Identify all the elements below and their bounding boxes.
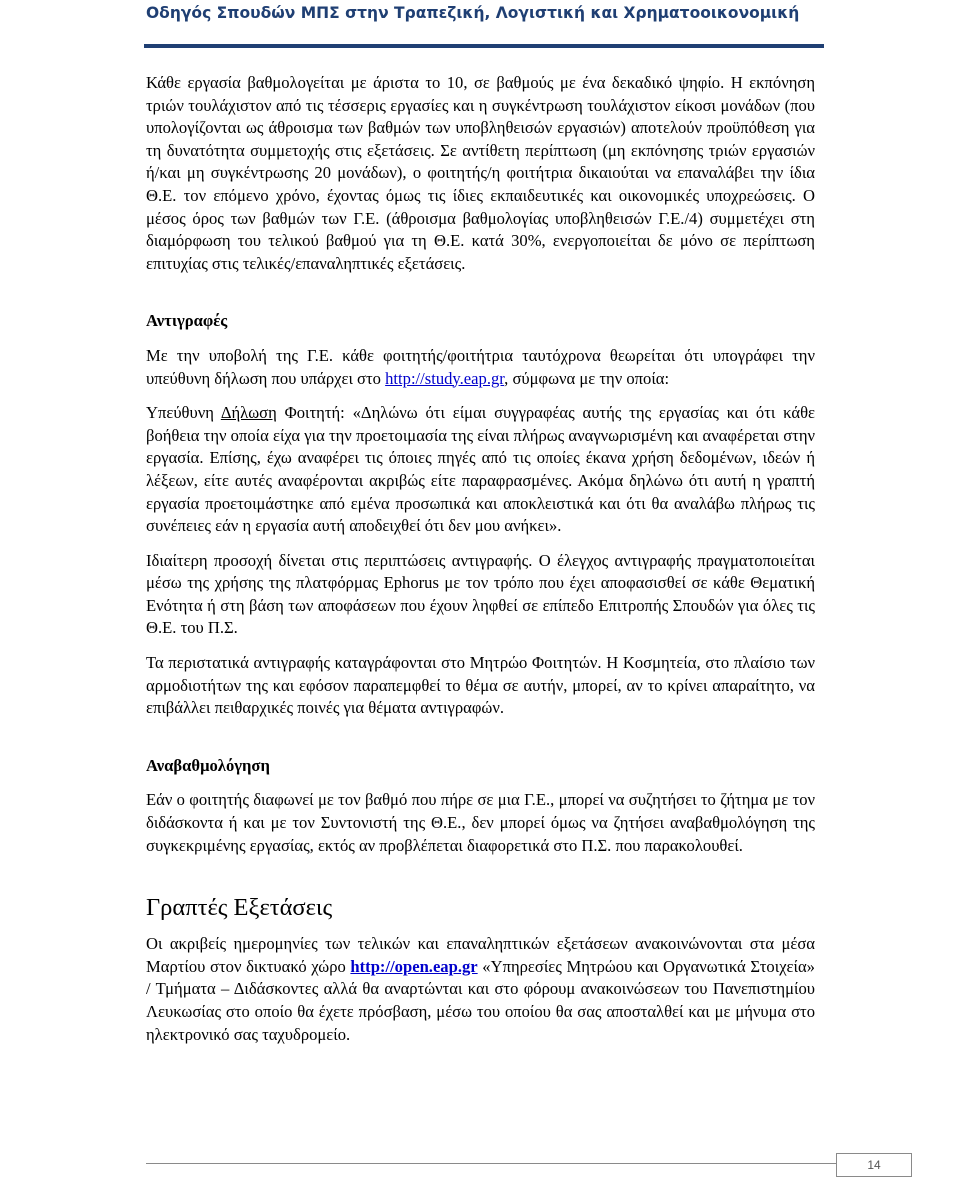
exams-p1-text-before: Οι ακριβείς ημερομηνίες των τελικών και επαναληπτικών εξετάσεων ανακοινώνονται στα μέσα Μαρτίου στον δικτυακό χώρο — [146, 934, 815, 976]
copying-p1-text-after: , σύμφωνα με την οποία: — [504, 368, 670, 388]
open-eap-link[interactable]: http://open.eap.gr — [350, 956, 478, 976]
copying-paragraph-3: Ιδιαίτερη προσοχή δίνεται στις περιπτώσεις αντιγραφής. Ο έλεγχος αντιγραφής πραγματοποιείται μέσω της χρήσης της πλατφόρμας Ephorus με τον τρόπο που έχει αποφασισθεί σε κάθε Θεματική Ενότητα ή στη βάση των αποφάσεων που έχουν ληφθεί σε επίπεδο Επιτροπής Σπουδών για όλες τις Θ.Ε. του Π.Σ. — [146, 550, 815, 638]
study-eap-link[interactable]: http://study.eap.gr — [385, 368, 505, 388]
running-header: Οδηγός Σπουδών ΜΠΣ στην Τραπεζική, Λογιστική και Χρηματοοικονομική — [146, 4, 800, 22]
declaration-paragraph — [146, 402, 815, 538]
intro-paragraph: Κάθε εργασία βαθμολογείται με άριστα το 10, σε βαθμούς με ένα δεκαδικό ψηφίο. Η εκπόνηση τριών τουλάχιστον από τις τέσσερις εργασίες και η συγκέντρωση τουλάχιστον είκοσι μονάδων (που υπολογίζονται ως άθροισμα των βαθμών των υποβληθεισών εργασιών) αποτελούν προϋπόθεση για τη δυνατότητα συμμετοχής στις εξετάσεις. Σε αντίθετη περίπτωση (μη εκπόνησης τριών εργασιών ή/και μη συγκέντρωσης 20 μονάδων), ο φοιτητής/η φοιτήτρια δικαιούται να επαναλάβει την ίδια Θ.Ε. τον επόμενο χρόνο, έχοντας όμως τις ίδιες εκπαιδευτικές και οικονομικές υποχρεώσεις. Ο μέσος όρος των βαθμών των Γ.Ε. (άθροισμα βαθμολογίας υποβληθεισών Γ.Ε./4) συμμετέχει στη διαμόρφωση του τελικού βαθμού για τη Θ.Ε. κατά 30%, ενεργοποιείται δε μόνο σε περίπτωση επιτυχίας στις τελικές/επαναληπτικές εξετάσεις. — [146, 73, 815, 273]
declaration-label: Υπεύθυνη — [146, 403, 221, 423]
regrade-heading: Αναβαθμολόγηση — [146, 755, 270, 775]
declaration-text: Φοιτητή: «Δηλώνω ότι είμαι συγγραφέας αυτής της εργασίας και ότι κάθε βοήθεια την οποία είχα για την προετοιμασία της είναι πλήρως αναγνωρισμένη και αναφέρεται στην εργασία. Επίσης, έχω αναφέρει τις όποιες πηγές από τις οποίες έκανα χρήση δεδομένων, ιδεών ή λέξεων, είτε αυτές αναφέρονται ακριβώς είτε παραφρασμένες. Ακόμα δηλώνω ότι αυτή η γραπτή εργασία προετοιμάστηκε από εμένα προσωπικά και αποκλειστικά και ότι θα αναλάβω πλήρως τις συνέπειες εάν η εργασία αυτή αποδειχθεί ότι δεν μου ανήκει». — [146, 403, 816, 536]
exams-p1-text-after: «Υπηρεσίες Μητρώου και Οργανωτικά Στοιχεία» / Τμήματα – Διδάσκοντες αλλά θα αναρτώνται και στο φόρουμ ανακοινώσεων του Πανεπιστημίου Λευκωσίας στο οποίο θα έχετε πρόσβαση, μέσω του οποίου θα σας αποσταλθεί και με μήνυμα στο ηλεκτρονικό σας ταχυδρομείο. — [146, 956, 815, 1044]
copying-p1-text-before: Με την υποβολή της Γ.Ε. κάθε φοιτητής/φοιτήτρια ταυτόχρονα θεωρείται ότι υπογράφει την υπεύθυνη δήλωση που υπάρχει στο — [146, 345, 815, 388]
regrade-paragraph: Εάν ο φοιτητής διαφωνεί με τον βαθμό που πήρε σε μια Γ.Ε., μπορεί να συζητήσει το ζήτημα με τον διδάσκοντα ή και με τον Συντονιστή της Θ.Ε., δεν μπορεί όμως να ζητήσει αναβαθμολόγηση της συγκεκριμένης εργασίας, εκτός αν προβλέπεται διαφορετικά στο Π.Σ. που παρακολουθεί. — [146, 790, 815, 855]
page-number: 14 — [836, 1153, 912, 1177]
declaration-label-underlined: Δήλωση — [220, 403, 277, 423]
copying-heading: Αντιγραφές — [146, 311, 228, 331]
header-rule — [144, 44, 824, 48]
copying-paragraph-4: Τα περιστατικά αντιγραφής καταγράφονται στο Μητρώο Φοιτητών. Η Κοσμητεία, στο πλαίσιο των αρμοδιοτήτων της και εφόσον παραπεμφθεί το θέμα σε αυτήν, μπορεί, αν το κρίνει απαραίτητο, να επιβάλλει πειθαρχικές ποινές για θέματα αντιγραφών. — [146, 653, 815, 718]
footer-rule — [146, 1163, 836, 1164]
copying-paragraph-1 — [146, 345, 815, 390]
exams-heading: Γραπτές Εξετάσεις — [146, 894, 333, 922]
exams-paragraph — [146, 933, 815, 1046]
document-body — [146, 72, 815, 1046]
